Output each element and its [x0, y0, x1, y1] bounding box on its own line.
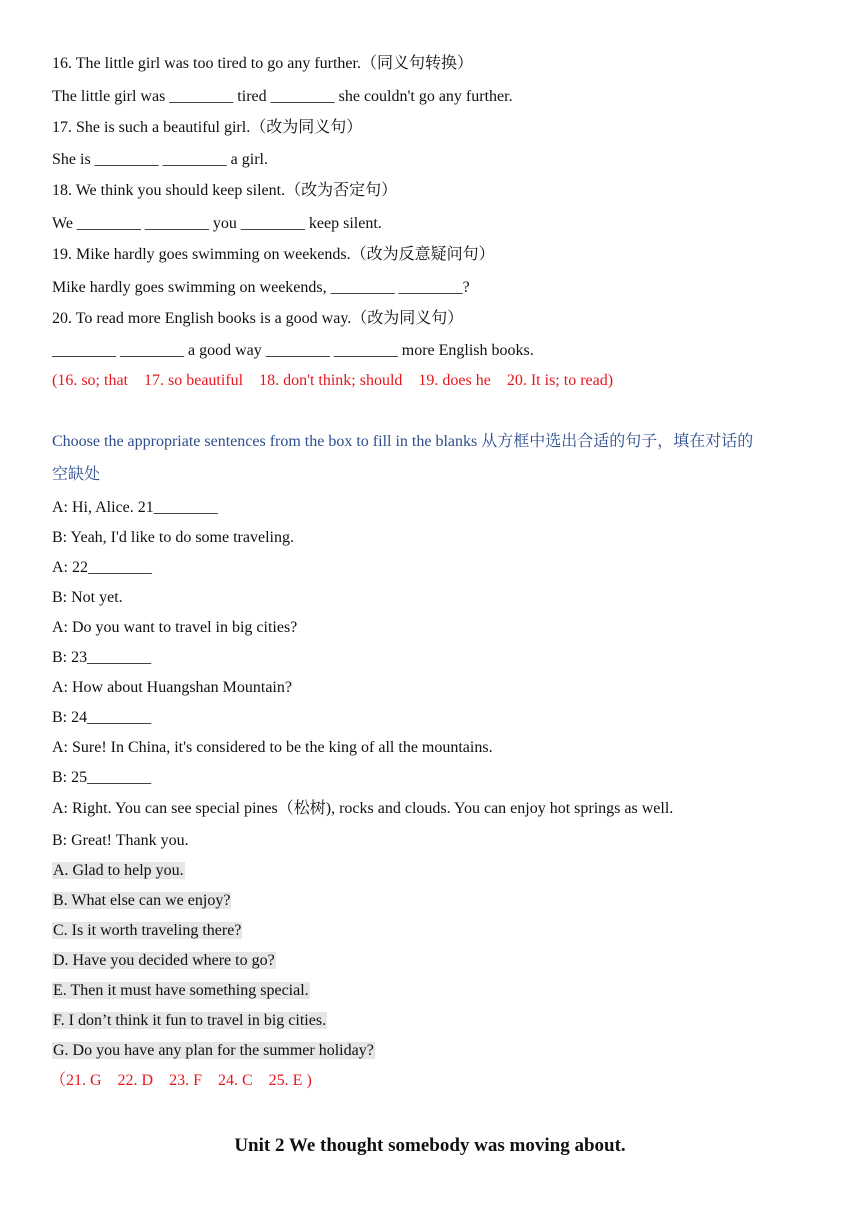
section-instruction-cont: 空缺处 — [52, 466, 101, 483]
section-instruction: Choose the appropriate sentences from the box to fill in the blanks 从方框中选出合适的句子，填在对话的 — [52, 433, 754, 450]
dialogue-line: B: Great! Thank you. — [52, 832, 189, 849]
answer-line-18: We ________ ________ you ________ keep silent. — [52, 215, 382, 232]
question-19: 19. Mike hardly goes swimming on weekends.（改为反意疑问句） — [52, 246, 495, 263]
dialogue-line: A: Sure! In China, it's considered to be the king of all the mountains. — [52, 739, 493, 756]
dialogue-line: B: Not yet. — [52, 589, 123, 606]
unit-heading: Unit 2 We thought somebody was moving about. — [234, 1135, 626, 1156]
option-g: G. Do you have any plan for the summer holiday? — [53, 1042, 374, 1059]
option-d: D. Have you decided where to go? — [53, 952, 275, 969]
dialogue-line: A: How about Huangshan Mountain? — [52, 679, 292, 696]
option-a: A. Glad to help you. — [53, 862, 184, 879]
option-b: B. What else can we enjoy? — [53, 892, 231, 909]
answer-line-20: ________ ________ a good way ________ ________ more English books. — [52, 342, 534, 359]
question-18: 18. We think you should keep silent.（改为否定句） — [52, 182, 398, 199]
answer-line-17: She is ________ ________ a girl. — [52, 151, 268, 168]
dialogue-line: B: 24________ — [52, 709, 152, 726]
option-c: C. Is it worth traveling there? — [53, 922, 242, 939]
dialogue-line: B: 23________ — [52, 649, 152, 666]
answer-key-21-25: （21. G 22. D 23. F 24. C 25. E ) — [50, 1072, 312, 1089]
answer-key-16-20: (16. so; that 17. so beautiful 18. don't think; should 19. does he 20. It is; to read) — [52, 372, 614, 389]
answer-line-19: Mike hardly goes swimming on weekends, ________ ________? — [52, 279, 470, 296]
dialogue-line: A: Right. You can see special pines（松树), rocks and clouds. You can enjoy hot springs as well. — [52, 800, 674, 817]
question-16: 16. The little girl was too tired to go any further.（同义句转换） — [52, 55, 473, 72]
dialogue-line: A: Do you want to travel in big cities? — [52, 619, 298, 636]
dialogue-line: A: Hi, Alice. 21________ — [52, 499, 218, 516]
option-e: E. Then it must have something special. — [53, 982, 309, 999]
question-17: 17. She is such a beautiful girl.（改为同义句） — [52, 119, 363, 136]
dialogue-line: B: 25________ — [52, 769, 152, 786]
option-f: F. I don’t think it fun to travel in big cities. — [53, 1012, 327, 1029]
answer-line-16: The little girl was ________ tired ________ she couldn't go any further. — [52, 88, 513, 105]
dialogue-line: A: 22________ — [52, 559, 152, 576]
dialogue-line: B: Yeah, I'd like to do some traveling. — [52, 529, 294, 546]
question-20: 20. To read more English books is a good way.（改为同义句） — [52, 310, 464, 327]
